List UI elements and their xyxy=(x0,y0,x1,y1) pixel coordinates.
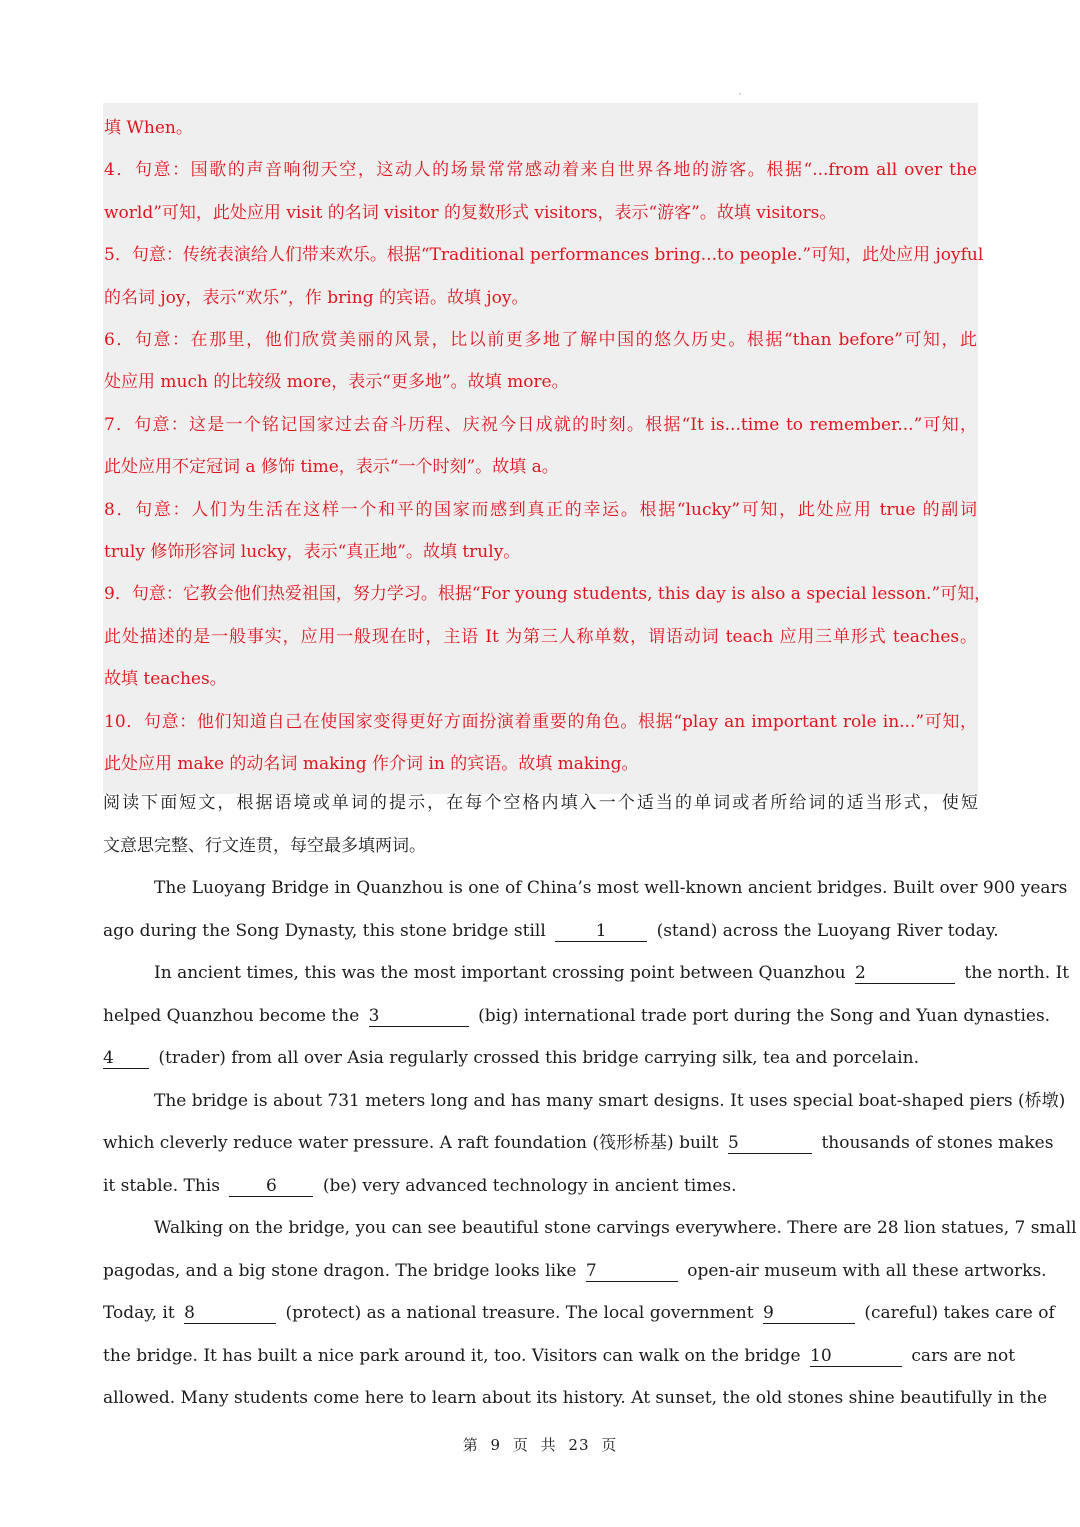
passage-p4-line-1: Walking on the bridge, you can see beautiful stone carvings everywhere. There are 28 lion statues, 7 small xyxy=(154,1218,1077,1238)
footer-label: 页 xyxy=(512,1436,529,1454)
passage-p1-line-1: The Luoyang Bridge in Quanzhou is one of China’s most well-known ancient bridges. Built over 900 years xyxy=(154,878,1068,898)
answer-line: 5．句意：传统表演给人们带来欢乐。根据“Traditional performances bring...to people.”可知，此处应用 joyful xyxy=(104,245,984,266)
passage-p3-line-1: The bridge is about 731 meters long and has many smart designs. It uses special boat-shaped piers (桥墩) xyxy=(154,1090,1066,1111)
passage-text: open-air museum with all these artworks. xyxy=(687,1260,1047,1281)
instructions-line-2: 文意思完整、行文连贯，每空最多填两词。 xyxy=(103,835,426,856)
passage-text: (careful) takes care of xyxy=(864,1303,1055,1323)
passage-text: (big) international trade port during the Song and Yuan dynasties. xyxy=(478,1005,1051,1026)
passage-text: which cleverly reduce water pressure. A raft foundation (筏形桥基) built xyxy=(103,1133,719,1153)
answer-line: truly 修饰形容词 lucky，表示“真正地”。故填 truly。 xyxy=(104,542,521,563)
answer-line: 处应用 much 的比较级 more，表示“更多地”。故填 more。 xyxy=(104,372,569,393)
scan-speck xyxy=(739,93,741,95)
answer-line: world”可知，此处应用 visit 的名词 visitor 的复数形式 visitors，表示“游客”。故填 visitors。 xyxy=(104,202,837,223)
answer-line: 故填 teaches。 xyxy=(104,669,227,690)
blank-8: 8 xyxy=(184,1303,276,1324)
answer-line: 此处应用不定冠词 a 修饰 time，表示“一个时刻”。故填 a。 xyxy=(104,457,559,478)
passage-text: (protect) as a national treasure. The local government xyxy=(285,1303,754,1323)
passage-text: the north. It xyxy=(964,963,1070,983)
total-pages-number: 23 xyxy=(568,1436,590,1454)
passage-p4-line-2 xyxy=(103,1250,1047,1293)
passage-text: the bridge. It has built a nice park around it, too. Visitors can walk on the bridge xyxy=(103,1345,801,1366)
answer-line: 9．句意：它教会他们热爱祖国，努力学习。根据“For young students, this day is also a special lesson.”可知， xyxy=(104,584,992,605)
passage-text: ago during the Song Dynasty, this stone bridge still xyxy=(103,920,546,941)
passage-text: pagodas, and a big stone dragon. The bridge looks like xyxy=(103,1260,577,1281)
answer-line: 的名词 joy，表示“欢乐”，作 bring 的宾语。故填 joy。 xyxy=(104,287,529,308)
answer-line: 此处描述的是一般事实，应用一般现在时，主语 It 为第三人称单数，谓语动词 teach 应用三单形式 teaches。 xyxy=(104,626,977,647)
passage-p2-line-1 xyxy=(103,952,1070,995)
blank-6: 6 xyxy=(229,1176,313,1197)
passage-text: (stand) across the Luoyang River today. xyxy=(656,920,999,941)
passage-text: (trader) from all over Asia regularly crossed this bridge carrying silk, tea and porcelain. xyxy=(158,1048,919,1068)
passage-p4-line-4 xyxy=(103,1335,1016,1378)
blank-1: 1 xyxy=(555,921,647,942)
passage-text: helped Quanzhou become the xyxy=(103,1005,360,1026)
passage-text: thousands of stones makes xyxy=(821,1133,1054,1153)
page-footer xyxy=(0,1434,1080,1455)
blank-9: 9 xyxy=(763,1303,855,1324)
passage-p2-line-2 xyxy=(103,995,1051,1038)
answer-line: 6．句意：在那里，他们欣赏美丽的风景，比以前更多地了解中国的悠久历史。根据“than before”可知，此 xyxy=(104,330,977,351)
passage-p3-line-2 xyxy=(103,1122,1054,1165)
passage-text: In ancient times, this was the most important crossing point between Quanzhou xyxy=(154,963,846,983)
blank-10: 10 xyxy=(810,1346,902,1367)
passage-text: cars are not xyxy=(911,1345,1016,1366)
passage-p3-line-3 xyxy=(103,1165,978,1208)
passage-p4-line-5: allowed. Many students come here to learn about its history. At sunset, the old stones shine beautifully in the xyxy=(103,1388,1048,1408)
passage-text: it stable. This xyxy=(103,1175,220,1196)
current-page-number: 9 xyxy=(490,1436,502,1454)
cloze-exercise xyxy=(103,782,1077,1420)
passage-text: (be) very advanced technology in ancient times. xyxy=(322,1175,737,1196)
answer-line: 此处应用 make 的动名词 making 作介词 in 的宾语。故填 making。 xyxy=(104,754,639,775)
answer-line: 填 When。 xyxy=(104,118,193,138)
passage-text: Today, it xyxy=(103,1303,175,1323)
answer-explanations xyxy=(103,103,992,794)
blank-7: 7 xyxy=(586,1261,678,1282)
answer-line: 7．句意：这是一个铭记国家过去奋斗历程、庆祝今日成就的时刻。根据“It is...time to remember...”可知， xyxy=(104,414,977,435)
passage-p1-line-2 xyxy=(103,910,999,953)
footer-label: 页 xyxy=(601,1436,618,1454)
passage-p2-line-3 xyxy=(103,1037,978,1080)
blank-2: 2 xyxy=(855,963,955,984)
passage-p4-line-3 xyxy=(103,1292,1055,1335)
blank-5: 5 xyxy=(728,1133,812,1154)
answer-line: 4．句意：国歌的声音响彻天空，这动人的场景常常感动着来自世界各地的游客。根据“...from all over the xyxy=(104,160,977,181)
instructions-line-1: 阅读下面短文，根据语境或单词的提示，在每个空格内填入一个适当的单词或者所给词的适当形式，使短 xyxy=(103,793,978,813)
answer-line: 8．句意：人们为生活在这样一个和平的国家而感到真正的幸运。根据“lucky”可知，此处应用 true 的副词 xyxy=(104,499,977,520)
answer-line: 10．句意：他们知道自己在使国家变得更好方面扮演着重要的角色。根据“play an important role in...”可知， xyxy=(104,711,977,732)
footer-label: 共 xyxy=(540,1436,557,1454)
footer-label: 第 xyxy=(462,1436,479,1454)
blank-4: 4 xyxy=(103,1048,149,1069)
blank-3: 3 xyxy=(369,1006,469,1027)
